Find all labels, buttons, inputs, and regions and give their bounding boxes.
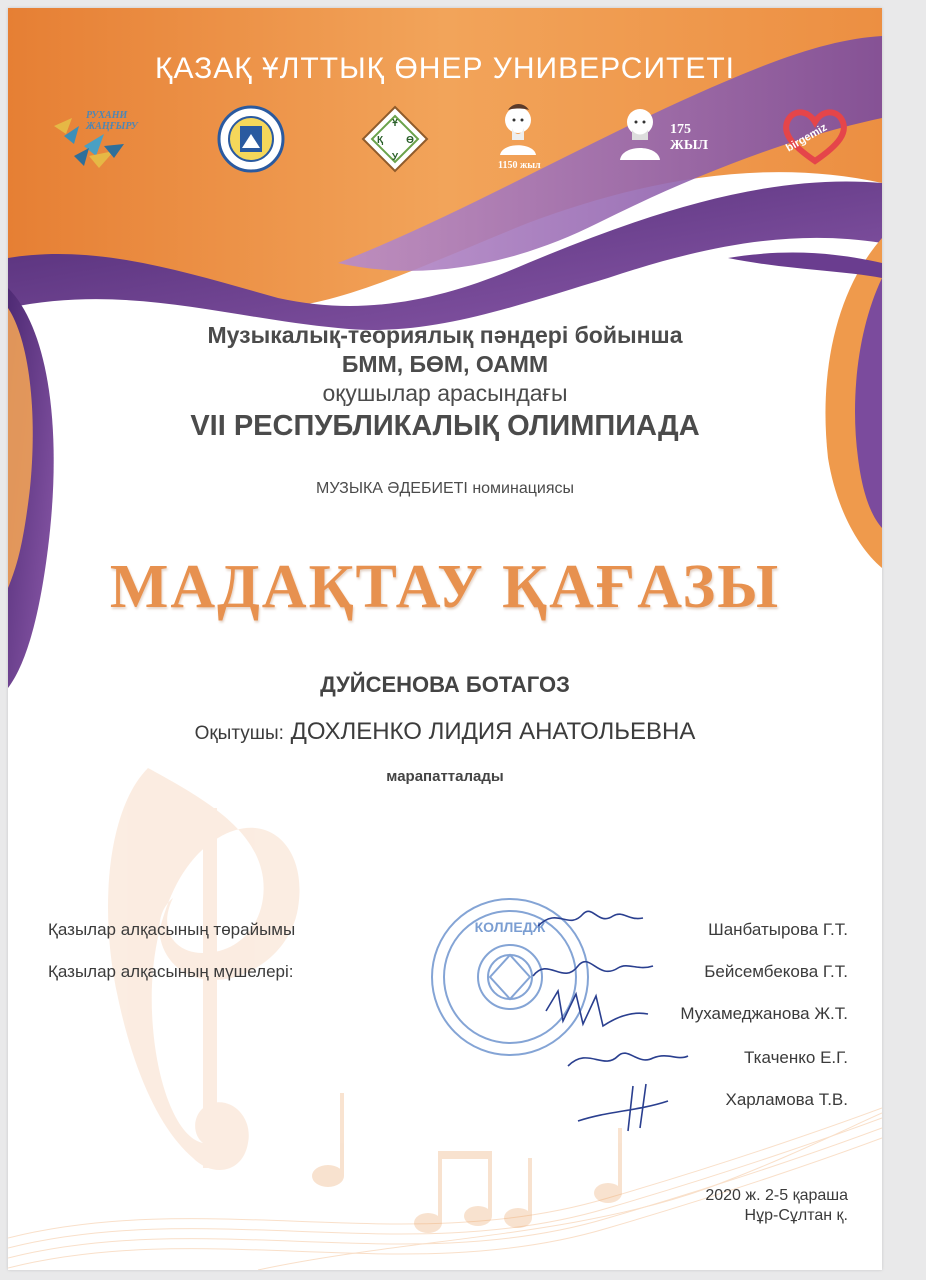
decorative-background <box>8 8 882 1270</box>
nomination <box>8 480 882 498</box>
signatures <box>528 896 698 1136</box>
jury-name-3: Мухамеджанова Ж.Т. <box>680 1004 848 1023</box>
svg-text:У: У <box>391 152 399 163</box>
event-date: 2020 ж. 2-5 қараша <box>705 1187 848 1204</box>
rukhani-zhangyru-text: РУХАНИ ЖАҢҒЫРУ <box>86 110 138 132</box>
college-emblem-logo <box>216 104 296 194</box>
jury-name-5: Харламова Т.В. <box>725 1090 848 1109</box>
teacher-label: Оқытушы: <box>194 723 284 744</box>
event-line-3: оқушылар арасындағы <box>322 380 568 406</box>
abai-175-text: 175 ЖЫЛ <box>670 122 709 153</box>
event-city: Нұр-Сұлтан қ. <box>744 1207 848 1224</box>
certificate-sheet <box>8 8 882 1270</box>
al-farabi-portrait-logo <box>488 100 568 190</box>
university-name: ҚАЗАҚ ҰЛТТЫҚ ӨНЕР УНИВЕРСИТЕТІ <box>154 52 736 85</box>
nomination-suffix: номинациясы <box>472 480 574 497</box>
teacher-name: ДОХЛЕНКО ЛИДИЯ АНАТОЛЬЕВНА <box>290 718 696 745</box>
jury-members-label: Қазылар алқасының мүшелері: <box>48 962 294 981</box>
date-block <box>705 1186 848 1226</box>
teacher-line <box>8 718 882 746</box>
abai-portrait-logo <box>612 102 709 192</box>
event-line-2: БММ, БӨМ, ОАММ <box>341 351 549 377</box>
award-title: МАДАҚТАУ ҚАҒАЗЫ <box>109 553 781 621</box>
nomination-main: МУЗЫКА ӘДЕБИЕТІ <box>316 480 468 497</box>
jury-name-2: Бейсембекова Г.Т. <box>704 962 848 981</box>
kuo-ornament-logo <box>360 104 440 194</box>
event-line-1: Музыкалық-теориялық пәндері бойынша <box>207 322 683 348</box>
awarded-text: марапатталады <box>386 768 504 785</box>
event-title: VII РЕСПУБЛИКАЛЫҚ ОЛИМПИАДА <box>190 410 700 442</box>
svg-text:Ұ: Ұ <box>392 118 398 129</box>
rukhani-zhangyru-logo <box>44 96 138 186</box>
birgemiz-heart-logo <box>780 106 860 196</box>
student-name: ДУЙСЕНОВА БОТАГОЗ <box>320 672 570 697</box>
al-farabi-text: 1150 жыл <box>498 160 541 171</box>
jury-chair-label: Қазылар алқасының төрайымы <box>48 920 296 939</box>
jury-name-1: Шанбатырова Г.Т. <box>708 920 848 939</box>
stamp-text: КОЛЛЕДЖ <box>474 919 546 935</box>
birgemiz-text: birgemiz <box>784 121 830 155</box>
jury-name-4: Ткаченко Е.Г. <box>744 1048 848 1067</box>
svg-text:Ө: Ө <box>406 135 414 146</box>
svg-text:Қ: Қ <box>376 135 384 146</box>
